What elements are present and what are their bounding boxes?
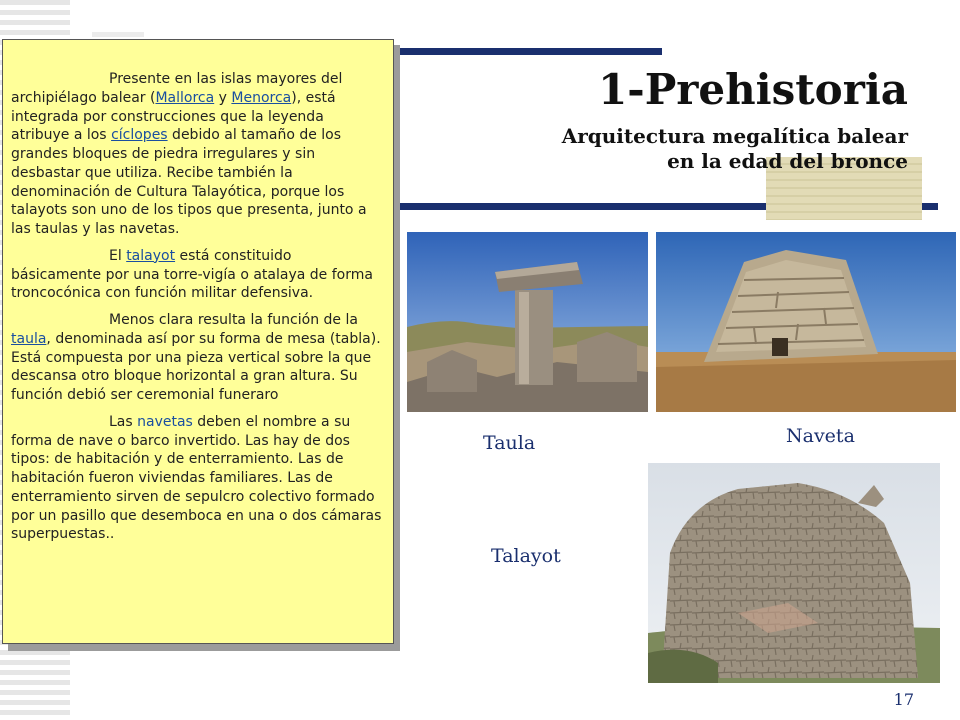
caption-talayot: Talayot [491, 545, 561, 567]
link-menorca[interactable]: Menorca [231, 89, 292, 106]
link-ciclopes[interactable]: cíclopes [111, 127, 168, 144]
slide-subtitle [488, 124, 908, 174]
subtitle-line-1: Arquitectura megalítica balear [561, 124, 908, 148]
subtitle-line-2: en la edad del bronce [667, 149, 908, 173]
link-taula[interactable]: taula [11, 330, 47, 347]
link-mallorca[interactable]: Mallorca [155, 89, 215, 106]
page-number: 17 [893, 690, 914, 709]
paragraph-1: Presente en las islas mayores del archipiélago balear (Mallorca y Menorca), está integrada por construcciones que la leyenda atribuye a los cíclopes debido al tamaño de los grandes bloques de piedra irregulares y sin desbastar que utiliza. Recibe también la denominación de Cultura Talayótica, porque los talayots son uno de los tipos que presenta, junto a las taulas y las navetas. [11, 71, 367, 237]
talayot-photo [648, 463, 940, 683]
caption-taula: Taula [483, 432, 536, 454]
paragraph-2: El talayot está constituido básicamente por una torre-vigía o atalaya de forma troncocónica con función militar defensiva. [11, 247, 373, 302]
navetas-highlight: navetas [137, 413, 193, 430]
paragraph-4: Las navetas deben el nombre a su forma de nave o barco invertido. Las hay de dos tipos: de habitación y de enterramiento. Las de habitación fueron viviendas familiares. Las de enterramiento sirven de sepulcro colectivo formado por un pasillo que desemboca en una o dos cámaras superpuestas.. [11, 413, 382, 543]
slide-title: 1-Prehistoria [598, 65, 908, 114]
paragraph-3: Menos clara resulta la función de la taula, denominada así por su forma de mesa (tabla). Está compuesta por una pieza vertical sobre la que descansa otro bloque horizontal a gran altura. Su función debió ser ceremonial funeraro [11, 312, 381, 403]
caption-naveta: Naveta [786, 425, 855, 447]
taula-photo [407, 232, 648, 412]
text-panel [2, 39, 394, 644]
naveta-photo [656, 232, 956, 412]
link-talayot[interactable]: talayot [126, 247, 176, 264]
